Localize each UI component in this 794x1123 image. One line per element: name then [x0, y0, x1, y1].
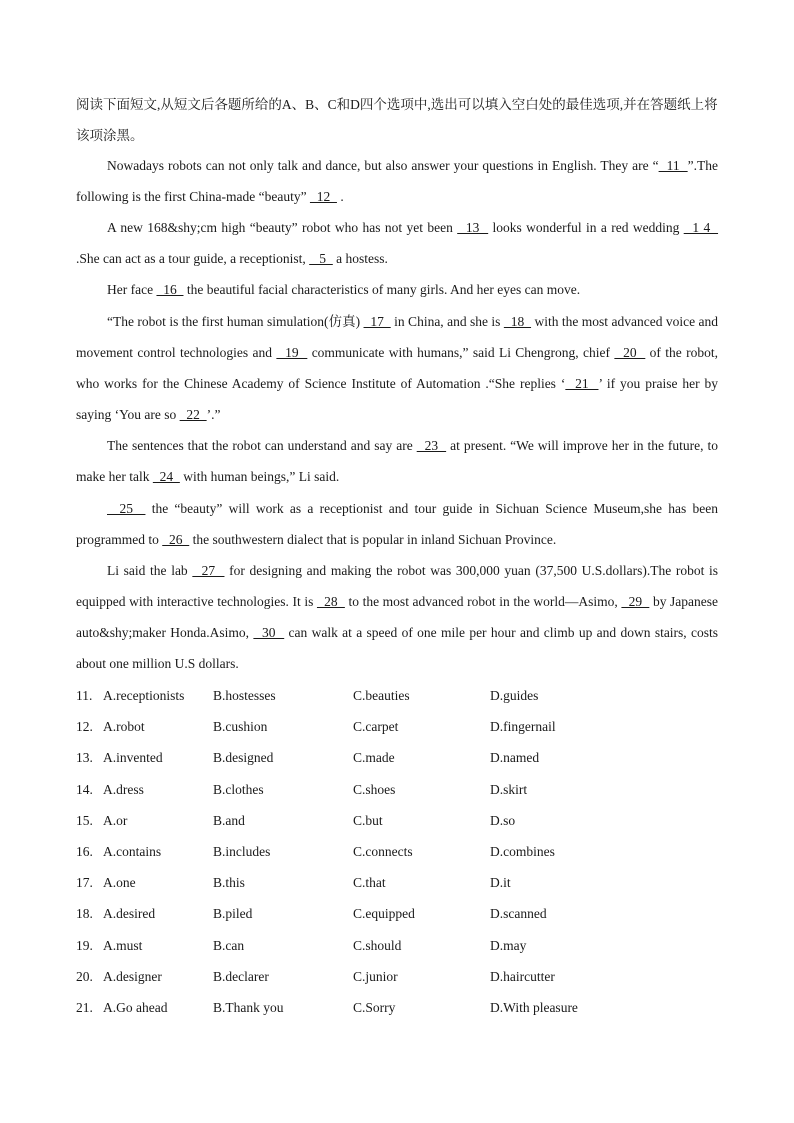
question-17: [76, 867, 718, 898]
option-c[interactable]: C.Sorry: [353, 1000, 396, 1015]
text: can walk at a speed of one mile per hour and climb up and down stairs, costs about one million U.S dollars.: [76, 625, 719, 671]
text: .She can act as a tour guide, a receptionist,: [76, 251, 306, 266]
option-b[interactable]: B.and: [213, 813, 245, 828]
text: ’.”: [206, 407, 221, 422]
text: ’ if you praise her by saying ‘You are so: [76, 376, 718, 422]
question-number: 16.: [76, 844, 93, 859]
option-d[interactable]: D.scanned: [490, 906, 547, 921]
question-12: [76, 711, 718, 742]
text: .: [340, 189, 344, 204]
text: “The robot is the first human simulation(仿真): [107, 314, 361, 329]
text: of the robot, who works for the Chinese Academy of Science Institute of Automation .“She replies ‘: [76, 345, 718, 391]
text: Li said the lab: [107, 563, 188, 578]
question-number: 20.: [76, 969, 93, 984]
blank-25: 25: [107, 501, 146, 516]
option-c[interactable]: C.equipped: [353, 906, 415, 921]
option-b[interactable]: B.clothes: [213, 782, 264, 797]
instructions: 阅读下面短文,从短文后各题所给的A、B、C和D四个选项中,选出可以填入空白处的最佳选项,并在答题纸上将该项涂黑。: [76, 97, 718, 143]
option-a[interactable]: A.dress: [103, 782, 144, 797]
text: communicate with humans,” said Li Chengrong, chief: [311, 345, 611, 360]
question-number: 13.: [76, 750, 93, 765]
text: looks wonderful in a red wedding: [492, 220, 680, 235]
blank-24: 24: [152, 469, 180, 484]
question-number: 21.: [76, 1000, 93, 1015]
text: at present. “We will improve her in the future, to make her talk: [76, 438, 719, 484]
blank-21: 21: [565, 376, 599, 391]
text: Nowadays robots can not only talk and dance, but also answer your questions in English. They are “: [107, 158, 659, 173]
blank-17: 17: [363, 314, 391, 329]
blank-13: 13: [457, 220, 489, 235]
option-c[interactable]: C.should: [353, 938, 402, 953]
option-a[interactable]: A.receptionists: [103, 688, 185, 703]
option-b[interactable]: B.hostesses: [213, 688, 276, 703]
paragraph-7: [76, 555, 718, 679]
option-b[interactable]: B.this: [213, 875, 245, 890]
paragraph-6: [76, 493, 718, 555]
option-d[interactable]: D.it: [490, 875, 511, 890]
text: the “beauty” will work as a receptionist and tour guide in Sichuan Science Museum,she has been programmed to: [76, 501, 719, 547]
question-number: 11.: [76, 688, 93, 703]
option-d[interactable]: D.named: [490, 750, 540, 765]
option-c[interactable]: C.junior: [353, 969, 398, 984]
paragraph-1: [76, 150, 718, 212]
blank-14: 1 4: [683, 220, 719, 235]
option-a[interactable]: A.must: [103, 938, 143, 953]
blank-12: 12: [309, 189, 337, 204]
option-a[interactable]: A.designer: [103, 969, 162, 984]
option-b[interactable]: B.declarer: [213, 969, 269, 984]
option-d[interactable]: D.guides: [490, 688, 539, 703]
question-number: 14.: [76, 782, 93, 797]
question-11: [76, 680, 718, 711]
option-a[interactable]: A.Go ahead: [103, 1000, 168, 1015]
blank-29: 29: [621, 594, 650, 609]
text: the southwestern dialect that is popular in inland Sichuan Province.: [192, 532, 557, 547]
text: to the most advanced robot in the world—Asimo,: [348, 594, 618, 609]
option-c[interactable]: C.carpet: [353, 719, 399, 734]
option-a[interactable]: A.contains: [103, 844, 162, 859]
question-number: 12.: [76, 719, 93, 734]
question-number: 18.: [76, 906, 93, 921]
option-b[interactable]: B.cushion: [213, 719, 268, 734]
option-a[interactable]: A.desired: [103, 906, 156, 921]
question-18: [76, 898, 718, 929]
option-a[interactable]: A.invented: [103, 750, 163, 765]
blank-22: 22: [179, 407, 207, 422]
option-b[interactable]: B.piled: [213, 906, 253, 921]
paragraph-4: [76, 306, 718, 430]
option-c[interactable]: C.that: [353, 875, 386, 890]
option-d[interactable]: D.so: [490, 813, 516, 828]
blank-30: 30: [253, 625, 285, 640]
blank-20: 20: [614, 345, 646, 360]
option-c[interactable]: C.but: [353, 813, 383, 828]
text: the beautiful facial characteristics of many girls. And her eyes can move.: [186, 282, 581, 297]
option-d[interactable]: D.fingernail: [490, 719, 556, 734]
option-a[interactable]: A.one: [103, 875, 136, 890]
question-13: [76, 742, 718, 773]
blank-23: 23: [416, 438, 447, 453]
option-d[interactable]: D.haircutter: [490, 969, 555, 984]
option-c[interactable]: C.beauties: [353, 688, 410, 703]
question-number: 17.: [76, 875, 93, 890]
paragraph-2: [76, 212, 718, 274]
option-b[interactable]: B.includes: [213, 844, 271, 859]
text: a hostess.: [336, 251, 388, 266]
text: A new 168&shy;cm high “beauty” robot who has not yet been: [107, 220, 453, 235]
question-number: 19.: [76, 938, 93, 953]
blank-15: 5: [309, 251, 333, 266]
option-b[interactable]: B.Thank you: [213, 1000, 284, 1015]
blank-11: 11: [658, 158, 688, 173]
option-a[interactable]: A.robot: [103, 719, 145, 734]
option-d[interactable]: D.With pleasure: [490, 1000, 578, 1015]
text: ”.The following is the first China-made “beauty”: [76, 158, 718, 204]
question-20: [76, 961, 718, 992]
blank-27: 27: [192, 563, 225, 578]
option-d[interactable]: D.may: [490, 938, 527, 953]
blank-28: 28: [316, 594, 345, 609]
question-19: [76, 930, 718, 961]
text: The sentences that the robot can understand and say are: [107, 438, 413, 453]
question-21: [76, 992, 718, 1023]
option-b[interactable]: B.designed: [213, 750, 274, 765]
text: in China, and she is: [394, 314, 501, 329]
option-a[interactable]: A.or: [103, 813, 128, 828]
blank-18: 18: [503, 314, 532, 329]
paragraph-3: [76, 274, 718, 305]
option-c[interactable]: C.shoes: [353, 782, 396, 797]
text: Her face: [107, 282, 154, 297]
option-c[interactable]: C.connects: [353, 844, 413, 859]
paragraph-5: [76, 430, 718, 492]
blank-19: 19: [276, 345, 308, 360]
text: with the most advanced voice and movement control technologies and: [76, 314, 719, 360]
text: for designing and making the robot was 300,000 yuan (37,500 U.S.dollars).The robot is equipped with interactive technologies. It is: [76, 563, 719, 609]
blank-16: 16: [156, 282, 184, 297]
question-16: [76, 836, 718, 867]
option-c[interactable]: C.made: [353, 750, 395, 765]
text: with human beings,” Li said.: [183, 469, 340, 484]
blank-26: 26: [162, 532, 190, 547]
question-number: 15.: [76, 813, 93, 828]
option-b[interactable]: B.can: [213, 938, 245, 953]
question-14: [76, 774, 718, 805]
question-15: [76, 805, 718, 836]
text: by Japanese auto&shy;maker Honda.Asimo,: [76, 594, 719, 640]
option-d[interactable]: D.skirt: [490, 782, 528, 797]
option-d[interactable]: D.combines: [490, 844, 555, 859]
